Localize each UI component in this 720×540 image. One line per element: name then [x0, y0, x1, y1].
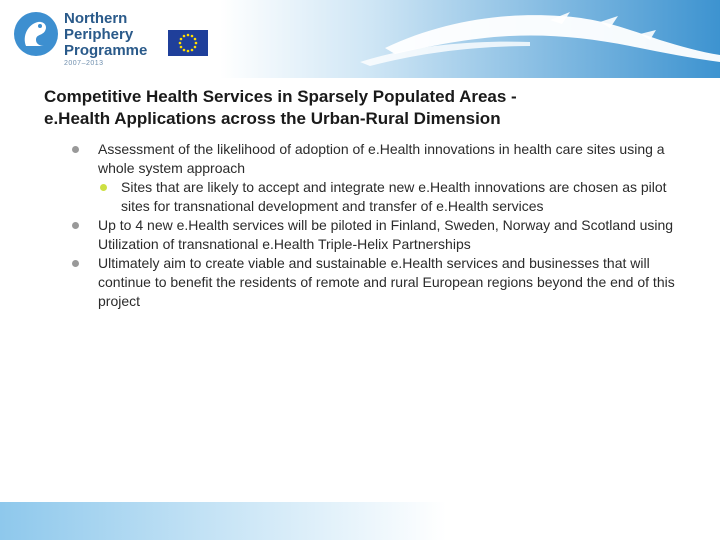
swan-logo-icon [12, 10, 60, 58]
sub-bullet-text: Sites that are likely to accept and integrate new e.Health innovations are chosen as pilot sites for transnational development and transfer of e.Health services [121, 179, 667, 214]
header-banner [0, 0, 720, 78]
logo-years: 2007–2013 [64, 60, 104, 67]
bullet-item [70, 254, 680, 311]
bullet-text: Up to 4 new e.Health services will be piloted in Finland, Sweden, Norway and Scotland using Utilization of transnational e.Health Triple-Helix Partnerships [98, 217, 674, 252]
logo-line-3: Programme [64, 42, 148, 59]
slide-title [44, 86, 684, 130]
footer-gradient [0, 502, 720, 540]
eu-flag-icon [168, 30, 208, 56]
bullet-item [70, 216, 680, 254]
bullet-text: Ultimately aim to create viable and sustainable e.Health services and businesses that will continue to benefit the residents of remote and rural European regions beyond the end of this project [98, 255, 675, 309]
bullet-list [70, 140, 680, 311]
bullet-item [70, 140, 680, 216]
title-line-2: e.Health Applications across the Urban-Rural Dimension [44, 109, 501, 128]
bullet-text: Assessment of the likelihood of adoption of e.Health innovations in health care sites using a whole system approach [98, 141, 665, 176]
logo-line-2: Periphery [64, 26, 134, 43]
programme-logo-text [64, 11, 147, 59]
logo-line-1: Northern [64, 10, 128, 27]
coastline-graphic [300, 0, 720, 78]
title-line-1: Competitive Health Services in Sparsely Populated Areas - [44, 87, 517, 106]
sub-bullet-item [98, 178, 680, 216]
sub-bullet-list [98, 178, 680, 216]
